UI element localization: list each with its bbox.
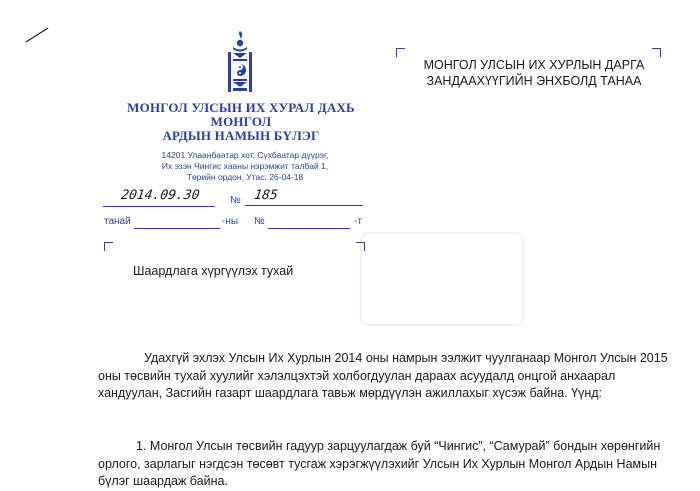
reference-tanai-label: танай (104, 216, 131, 227)
letter-subject: Шаардлага хүргүүлэх тухай (133, 264, 294, 278)
address-line1: 14201 Улаанбаатар хот, Сүхбаатар дүүрэг, (161, 150, 329, 160)
pen-stroke-mark (24, 26, 50, 44)
body-paragraph-2: 1. Монгол Улсын төсвийн гадуур зарцуулагдаж буй “Чингис”, “Самурай” бондын хөрөнгийн орлого, зарлагыг нэгдсэн төсөвт тусгаж хэрэгжүүлэхийг Улсын Их Хурлын Монгол Ардын Намын бүлэг шаардаж байна. (98, 439, 661, 488)
reference-number-blank (268, 228, 350, 229)
reference-ny-label: -ны (222, 216, 239, 227)
soyombo-emblem-icon (226, 30, 254, 94)
org-name-line1: МОНГОЛ УЛСЫН ИХ ХУРАЛ ДАХЬ (127, 100, 355, 115)
reference-t-label: -т (354, 216, 362, 227)
body-paragraph-1: Удахгүй эхлэх Улсын Их Хурлын 2014 оны намрын ээлжит чуулганаар Монгол Улсын 2015 оны төсвийн тухай хуулийг хэлэлцэхтэй холбогдуулан дараах асуудалд онцгой анхаарал хандуулан, Засгийн газарт шаардлага тавьж мөрдүүлэн ажиллахыг хүсэж байна. Үүнд: (98, 351, 668, 400)
registration-no-label: № (230, 195, 241, 206)
organization-address (130, 150, 360, 183)
org-name-line2: МОНГОЛ (210, 114, 272, 129)
recipient-line1: МОНГОЛ УЛСЫН ИХ ХУРЛЫН ДАРГА (423, 58, 645, 72)
recipient-corner-left (396, 48, 405, 57)
organization-name (96, 101, 386, 143)
recipient-line2: ЗАНДААХҮҮГИЙН ЭНХБОЛД ТАНАА (426, 74, 642, 88)
recipient-corner-right (652, 48, 661, 57)
reference-no-label: № (254, 216, 265, 227)
recipient-block (408, 57, 660, 89)
org-name-line3: АРДЫН НАМЫН БҮЛЭГ (162, 128, 320, 143)
address-line3: Төрийн ордон, Утас: 26-04-18 (186, 172, 304, 182)
subject-corner-left (104, 242, 113, 251)
reference-row (104, 216, 366, 232)
registration-number: 185 (245, 188, 366, 206)
faint-stamp-bleed (360, 232, 524, 326)
registration-date: 2014.09.30 (103, 188, 218, 207)
address-line2: Их эзэн Чингис хааны нэрэмжит талбай 1, (161, 161, 329, 171)
reference-date-blank (134, 228, 220, 229)
